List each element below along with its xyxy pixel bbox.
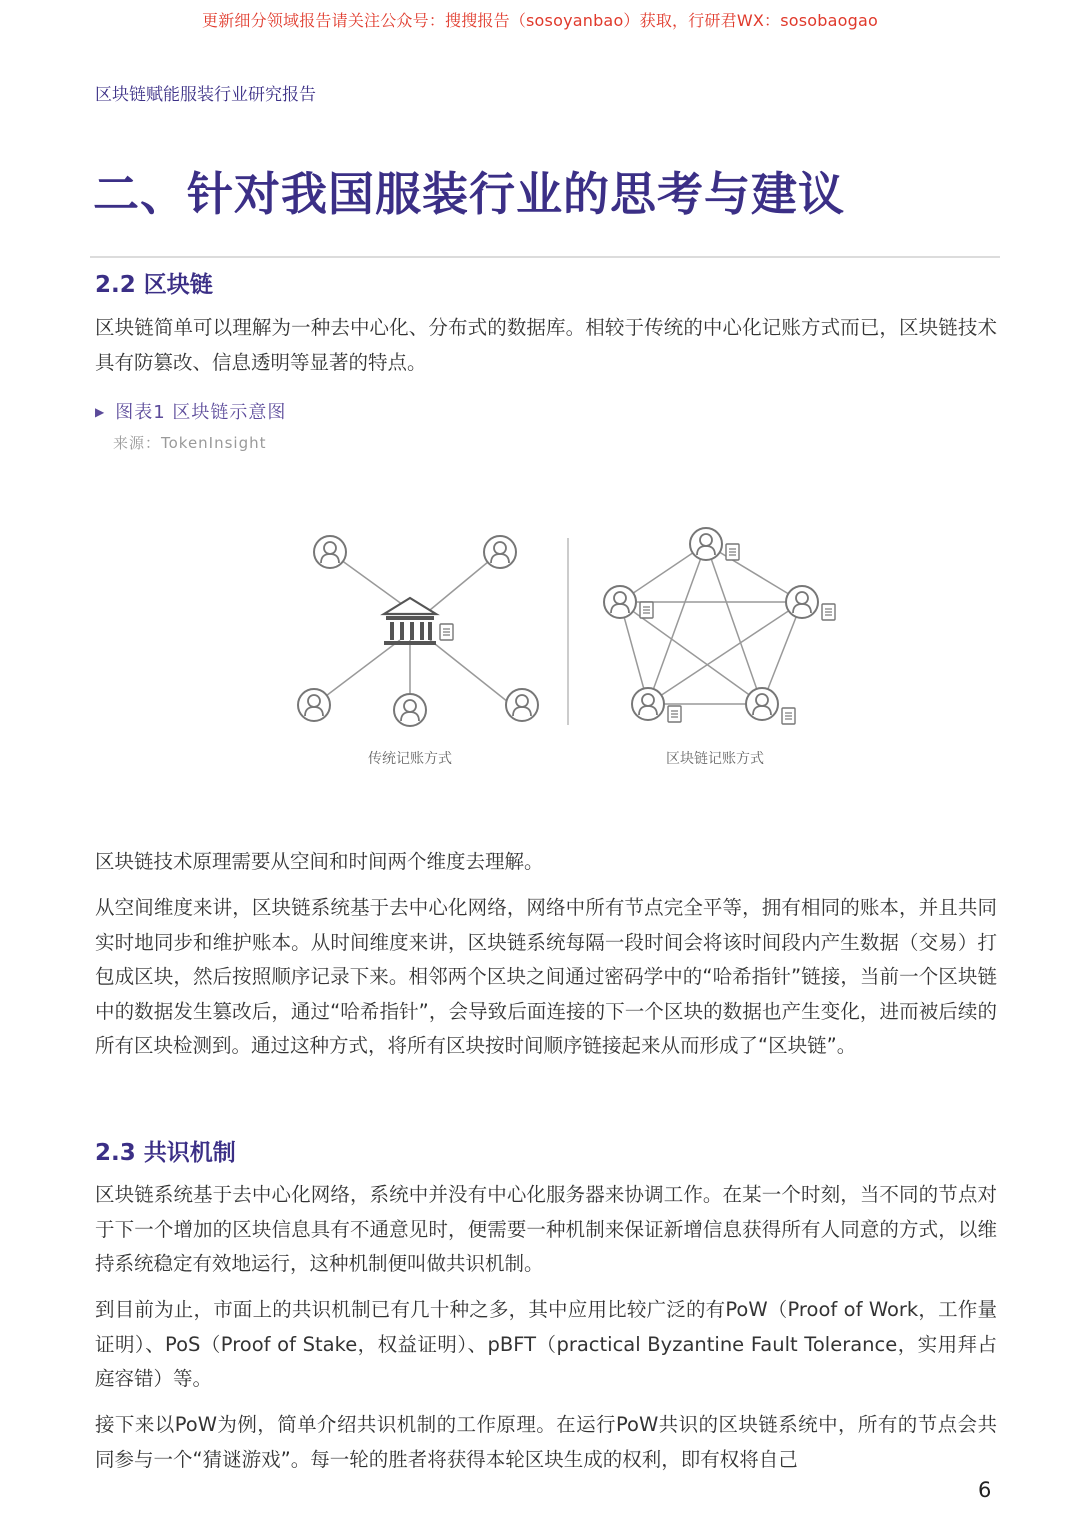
section-2-2-para-1: 区块链技术原理需要从空间和时间两个维度去理解。 <box>95 850 544 873</box>
user-icon <box>314 536 346 568</box>
figure-caption-text: 图表1 区块链示意图 <box>115 402 287 423</box>
page-number: 6 <box>978 1478 992 1502</box>
section-heading-2-3: 2.3 共识机制 <box>95 1140 236 1166</box>
caret-right-icon: ▶ <box>95 405 106 419</box>
user-icon <box>298 689 330 721</box>
figure-caption <box>95 398 286 424</box>
label-traditional: 传统记账方式 <box>368 751 452 767</box>
section-2-3-para-1: 区块链系统基于去中心化网络，系统中并没有中心化服务器来协调工作。在某一个时刻，当不同的节点对于下一个增加的区块信息具有不通意见时，便需要一种机制来保证新增信息获得所有人同意的方式，以维持系统稳定有效地运行，这种机制便叫做共识机制。 <box>95 1183 997 1275</box>
running-header: 区块链赋能服装行业研究报告 <box>95 85 316 105</box>
decentralized-network <box>604 528 835 724</box>
ledger-icon <box>440 624 453 640</box>
watermark-banner: 更新细分领域报告请关注公众号：搜搜报告（sosoyanbao）获取，行研君WX：sosobaogao <box>202 11 878 30</box>
figure-source: 来源：TokenInsight <box>113 434 267 452</box>
user-icon <box>484 536 516 568</box>
blockchain-diagram-svg <box>270 500 870 790</box>
user-icon <box>632 688 664 720</box>
centralized-network <box>298 536 538 726</box>
user-icon <box>394 694 426 726</box>
ledger-icon <box>782 708 795 724</box>
bank-icon <box>384 598 436 645</box>
blockchain-diagram <box>270 500 870 790</box>
ledger-icon <box>726 544 739 560</box>
section-heading-2-2: 2.2 区块链 <box>95 272 213 298</box>
user-icon <box>690 528 722 560</box>
label-blockchain: 区块链记账方式 <box>666 751 764 767</box>
ledger-icon <box>668 706 681 722</box>
section-2-3-para-2: 到目前为止，市面上的共识机制已有几十种之多，其中应用比较广泛的有PoW（Proof of Work，工作量证明）、PoS（Proof of Stake，权益证明）、pBFT（practical Byzantine Fault Tolerance，实用拜占庭容错）等。 <box>95 1298 997 1390</box>
section-2-3-para-3: 接下来以PoW为例，简单介绍共识机制的工作原理。在运行PoW共识的区块链系统中，所有的节点会共同参与一个“猜谜游戏”。每一轮的胜者将获得本轮区块生成的权利，即有权将自己 <box>95 1413 997 1471</box>
user-icon <box>506 689 538 721</box>
ledger-icon <box>822 604 835 620</box>
user-icon <box>746 688 778 720</box>
section-2-2-intro: 区块链简单可以理解为一种去中心化、分布式的数据库。相较于传统的中心化记账方式而已，区块链技术具有防篡改、信息透明等显著的特点。 <box>95 316 997 374</box>
user-icon <box>604 586 636 618</box>
title-divider <box>90 256 1000 258</box>
chapter-title: 二、针对我国服装行业的思考与建议 <box>93 167 845 221</box>
section-2-2-para-2: 从空间维度来讲，区块链系统基于去中心化网络，网络中所有节点完全平等，拥有相同的账本，并且共同实时地同步和维护账本。从时间维度来讲，区块链系统每隔一段时间会将该时间段内产生数据（交易）打包成区块，然后按照顺序记录下来。相邻两个区块之间通过密码学中的“哈希指针”链接，当前一个区块链中的数据发生篡改后，通过“哈希指针”，会导致后面连接的下一个区块的数据也产生变化，进而被后续的所有区块检测到。通过这种方式，将所有区块按时间顺序链接起来从而形成了“区块链”。 <box>95 896 997 1057</box>
user-icon <box>786 586 818 618</box>
ledger-icon <box>640 602 653 618</box>
